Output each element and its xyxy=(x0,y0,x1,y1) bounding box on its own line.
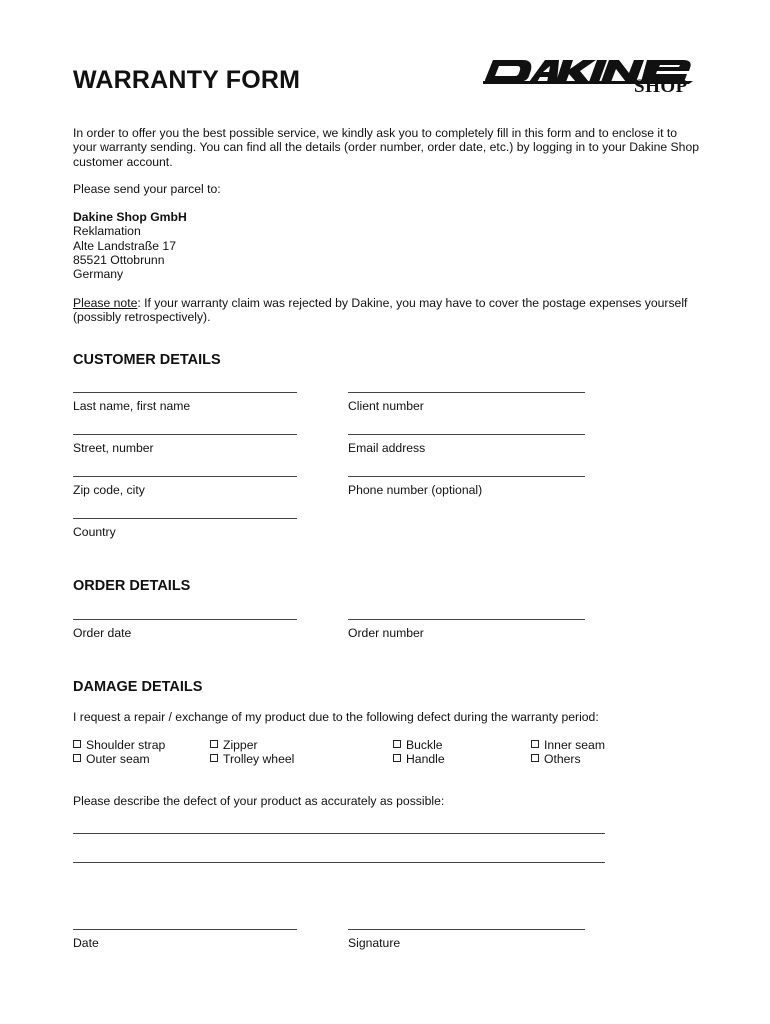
name-field[interactable] xyxy=(73,392,297,413)
checkbox-icon[interactable] xyxy=(393,740,401,748)
country-input-line[interactable] xyxy=(73,518,297,519)
date-field[interactable] xyxy=(73,929,297,950)
shipping-address xyxy=(73,210,703,281)
checkbox-icon[interactable] xyxy=(210,740,218,748)
damage-details-heading: DAMAGE DETAILS xyxy=(73,679,203,695)
name-input-line[interactable] xyxy=(73,392,297,393)
checkbox-label: Zipper xyxy=(223,738,258,752)
checkbox-label: Others xyxy=(544,752,581,766)
street-input-line[interactable] xyxy=(73,434,297,435)
send-to-label: Please send your parcel to: xyxy=(73,182,221,196)
client-number-label: Client number xyxy=(348,399,424,413)
zip-city-input-line[interactable] xyxy=(73,476,297,477)
client-number-field[interactable] xyxy=(348,392,585,413)
checkbox-label: Trolley wheel xyxy=(223,752,295,766)
order-date-field[interactable] xyxy=(73,619,297,640)
checkbox-handle[interactable] xyxy=(393,752,445,767)
street-label: Street, number xyxy=(73,441,154,455)
phone-label: Phone number (optional) xyxy=(348,483,483,497)
checkbox-icon[interactable] xyxy=(531,754,539,762)
email-label: Email address xyxy=(348,441,426,455)
country-label: Country xyxy=(73,525,116,539)
note-label: Please note xyxy=(73,296,138,310)
checkbox-icon[interactable] xyxy=(73,740,81,748)
email-field[interactable] xyxy=(348,434,585,455)
order-date-label: Order date xyxy=(73,626,132,640)
damage-intro: I request a repair / exchange of my product due to the following defect during the warranty period: xyxy=(73,710,599,724)
checkbox-icon[interactable] xyxy=(210,754,218,762)
checkbox-label: Handle xyxy=(406,752,445,766)
checkbox-buckle[interactable] xyxy=(393,738,443,753)
address-company: Dakine Shop GmbH xyxy=(73,210,187,224)
name-label: Last name, first name xyxy=(73,399,191,413)
description-line-1[interactable] xyxy=(73,833,605,834)
note-text: : If your warranty claim was rejected by Dakine, you may have to cover the postage expenses yourself (possibly retrospectively). xyxy=(73,296,688,325)
email-input-line[interactable] xyxy=(348,434,585,435)
order-date-input-line[interactable] xyxy=(73,619,297,620)
signature-label: Signature xyxy=(348,936,401,950)
checkbox-label: Outer seam xyxy=(86,752,150,766)
page-title: WARRANTY FORM xyxy=(73,66,301,94)
checkbox-trolley-wheel[interactable] xyxy=(210,752,294,767)
checkbox-outer-seam[interactable] xyxy=(73,752,150,767)
checkbox-zipper[interactable] xyxy=(210,738,258,753)
order-number-field[interactable] xyxy=(348,619,585,640)
address-line: Germany xyxy=(73,267,124,282)
logo-shop-text: SHOP xyxy=(634,76,688,97)
intro-text: In order to offer you the best possible service, we kindly ask you to completely fill in this form and to enclose it to your warranty sending. You can find all the details (order number, order date, etc.) by logging in to your Dakine Shop customer account. xyxy=(73,126,699,169)
checkbox-label: Buckle xyxy=(406,738,443,752)
signature-field[interactable] xyxy=(348,929,585,950)
order-number-label: Order number xyxy=(348,626,424,640)
checkbox-icon[interactable] xyxy=(531,740,539,748)
signature-input-line[interactable] xyxy=(348,929,585,930)
address-line: Alte Landstraße 17 xyxy=(73,238,176,253)
checkbox-label: Inner seam xyxy=(544,738,605,752)
zip-city-label: Zip code, city xyxy=(73,483,145,497)
country-field[interactable] xyxy=(73,518,297,539)
postage-note xyxy=(73,296,703,325)
address-line: Reklamation xyxy=(73,224,141,239)
checkbox-label: Shoulder strap xyxy=(86,738,166,752)
checkbox-shoulder-strap[interactable] xyxy=(73,738,165,753)
describe-label: Please describe the defect of your product as accurately as possible: xyxy=(73,794,445,808)
phone-field[interactable] xyxy=(348,476,585,497)
date-label: Date xyxy=(73,936,99,950)
client-number-input-line[interactable] xyxy=(348,392,585,393)
checkbox-icon[interactable] xyxy=(393,754,401,762)
street-field[interactable] xyxy=(73,434,297,455)
order-number-input-line[interactable] xyxy=(348,619,585,620)
order-details-heading: ORDER DETAILS xyxy=(73,578,191,594)
phone-input-line[interactable] xyxy=(348,476,585,477)
description-line-2[interactable] xyxy=(73,862,605,863)
checkbox-others[interactable] xyxy=(531,752,581,767)
zip-city-field[interactable] xyxy=(73,476,297,497)
checkbox-inner-seam[interactable] xyxy=(531,738,605,753)
customer-details-heading: CUSTOMER DETAILS xyxy=(73,352,221,368)
date-input-line[interactable] xyxy=(73,929,297,930)
address-line: 85521 Ottobrunn xyxy=(73,252,165,267)
checkbox-icon[interactable] xyxy=(73,754,81,762)
